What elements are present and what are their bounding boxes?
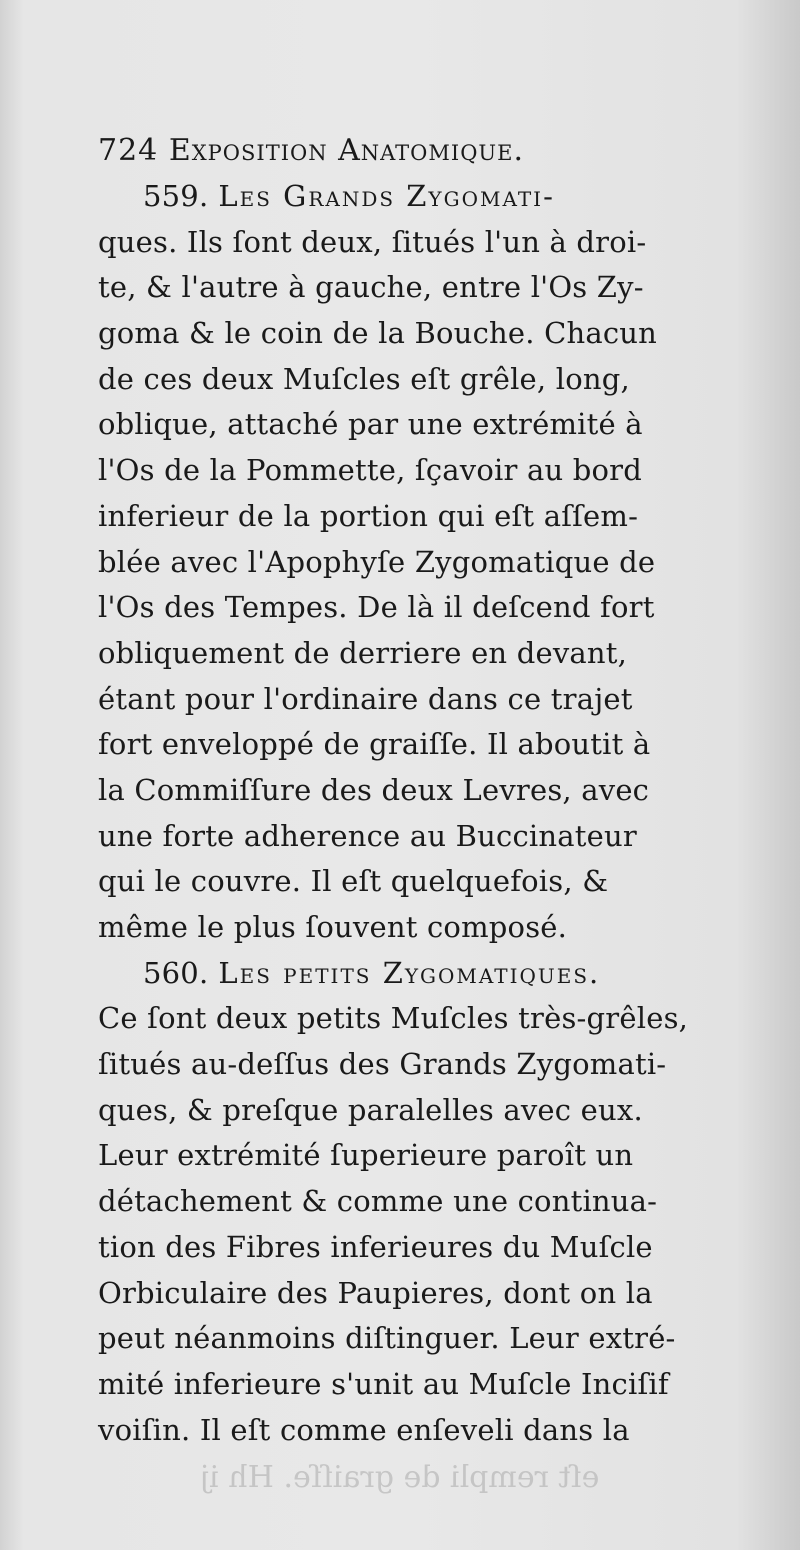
section-heading-559 — [98, 174, 738, 220]
running-title: Exposition Anatomique. — [168, 133, 524, 168]
section-title: Les Grands Zygomati- — [218, 179, 555, 213]
text-line: Leur extrémité ſuperieure paroît un — [98, 1138, 634, 1173]
text-line: inferieur de la portion qui eſt aſſem- — [98, 498, 639, 533]
section-title: Les petits Zygomatiques. — [218, 955, 601, 990]
page-text — [98, 128, 738, 1453]
text-line: ques, & preſque paralelles avec eux. — [98, 1092, 643, 1127]
text-line: même le plus ſouvent composé. — [98, 910, 568, 944]
page-number: 724 — [98, 133, 159, 168]
text-line: étant pour l'ordinaire dans ce trajet — [98, 681, 633, 716]
text-line: ſitués au-deſſus des Grands Zygomati- — [98, 1047, 667, 1082]
text-line: ques. Ils ſont deux, ſitués l'un à droi- — [98, 224, 647, 259]
text-line: l'Os des Tempes. De là il deſcend fort — [98, 590, 655, 625]
text-line: détachement & comme une continua- — [98, 1184, 658, 1219]
section-number: 560. — [143, 955, 209, 990]
bleed-through-text: eſt rempli de graiſſe. Hh ij — [200, 1460, 600, 1495]
text-line: de ces deux Muſcles eſt grêle, long, — [98, 361, 630, 396]
text-line: tion des Fibres inferieures du Muſcle — [98, 1229, 653, 1264]
section-heading-560 — [98, 951, 738, 997]
text-line: Ce ſont deux petits Muſcles très-grêles, — [98, 1001, 689, 1036]
text-line: Orbiculaire des Paupieres, dont on la — [98, 1275, 653, 1310]
text-line: obliquement de derriere en devant, — [98, 635, 628, 670]
text-line: te, & l'autre à gauche, entre l'Os Zy- — [98, 270, 644, 305]
text-line: fort enveloppé de graiſſe. Il aboutit à — [98, 727, 651, 762]
text-line: oblique, attaché par une extrémité à — [98, 407, 643, 442]
text-line: une forte adherence au Buccinateur — [98, 818, 637, 853]
text-line: qui le couvre. Il eſt quelquefois, & — [98, 864, 609, 899]
text-line: goma & le coin de la Bouche. Chacun — [98, 316, 658, 351]
text-line: peut néanmoins diſtinguer. Leur extré- — [98, 1321, 676, 1356]
text-line: blée avec l'Apophyſe Zygomatique de — [98, 544, 656, 579]
text-line: voiſin. Il eſt comme enſeveli dans la — [98, 1412, 630, 1447]
text-line: mité inferieure s'unit au Muſcle Inciſif — [98, 1366, 669, 1401]
text-line: la Commiſſure des deux Levres, avec — [98, 772, 650, 807]
text-line: l'Os de la Pommette, ſçavoir au bord — [98, 453, 643, 488]
section-number: 559. — [143, 179, 209, 213]
running-head — [98, 128, 738, 174]
